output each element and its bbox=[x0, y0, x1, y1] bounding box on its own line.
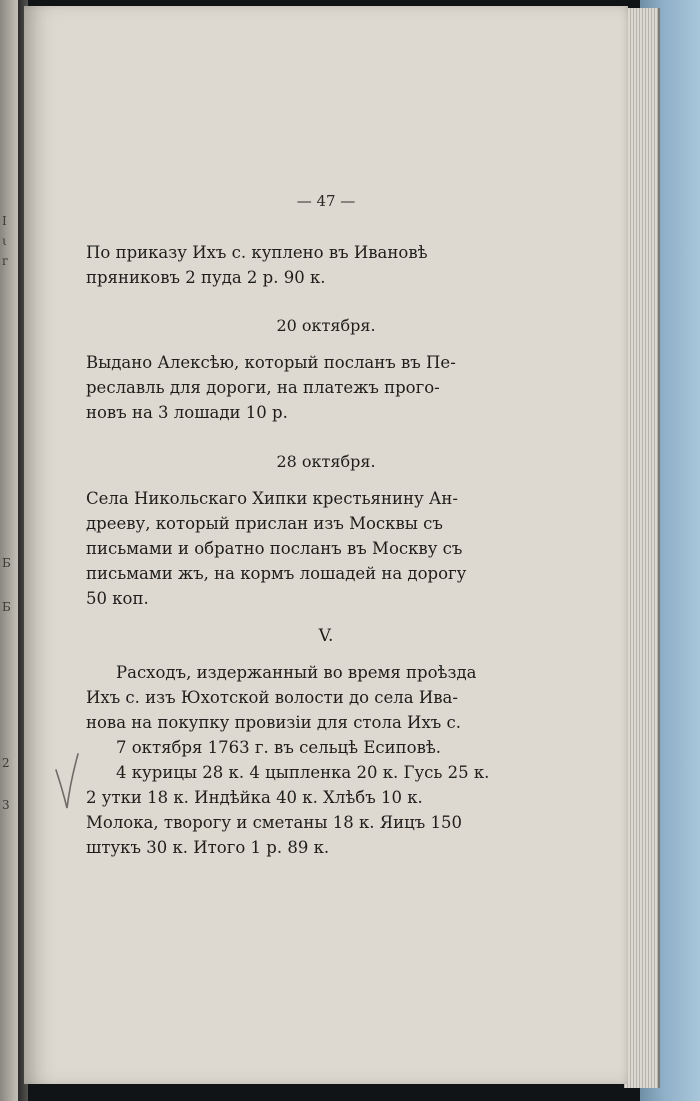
text-line: дрееву, который прислан изъ Москвы съ bbox=[86, 514, 443, 533]
text-line: новъ на 3 лошади 10 р. bbox=[86, 403, 288, 422]
text-line: письмами жъ, на кормъ лошадей на дорогу bbox=[86, 564, 467, 583]
section-numeral: V. bbox=[318, 626, 334, 646]
paragraph-expenses bbox=[86, 660, 568, 860]
text-line: Расходъ, издержанный во время проѣзда bbox=[116, 663, 477, 682]
date-heading: 20 октября. bbox=[276, 316, 376, 335]
text-line: По приказу Ихъ с. куплено въ Ивановѣ bbox=[86, 243, 428, 262]
page-number: — 47 — bbox=[296, 192, 356, 210]
text-line: пряниковъ 2 пуда 2 р. 90 к. bbox=[86, 268, 326, 287]
text-line: реславль для дороги, на платежъ прого- bbox=[86, 378, 440, 397]
left-page-fragment: Б bbox=[2, 556, 11, 570]
text-line: нова на покупку провизіи для стола Ихъ с. bbox=[86, 713, 461, 732]
paragraph-alexei bbox=[86, 350, 568, 425]
text-line: Ихъ с. изъ Юхотской волости до села Ива- bbox=[86, 688, 458, 707]
pencil-checkmark-icon bbox=[54, 752, 80, 812]
left-page-fragment: 3 bbox=[2, 798, 10, 812]
text-line: Села Никольскаго Хипки крестьянину Ан- bbox=[86, 489, 458, 508]
left-page-fragment: г bbox=[2, 254, 9, 268]
left-page-fragment: Б bbox=[2, 600, 11, 614]
text-line: Молока, творогу и сметаны 18 к. Яицъ 150 bbox=[86, 813, 462, 832]
left-page-fragment: ι bbox=[2, 234, 7, 248]
paragraph-peasant bbox=[86, 486, 568, 611]
page-edges bbox=[624, 8, 660, 1088]
text-line: 7 октября 1763 г. въ сельцѣ Есиповѣ. bbox=[116, 738, 442, 757]
text-line: Выдано Алексѣю, который посланъ въ Пе- bbox=[86, 353, 456, 372]
date-heading: 28 октября. bbox=[276, 452, 376, 471]
paragraph-purchase-gingerbread bbox=[86, 240, 568, 290]
left-page-fragment: 2 bbox=[2, 756, 10, 770]
text-line: штукъ 30 к. Итого 1 р. 89 к. bbox=[86, 838, 330, 857]
text-line: 2 утки 18 к. Индѣйка 40 к. Хлѣбъ 10 к. bbox=[86, 788, 423, 807]
book-page bbox=[24, 6, 628, 1084]
left-page-fragment: I bbox=[2, 214, 7, 228]
text-line: 4 курицы 28 к. 4 цыпленка 20 к. Гусь 25 к. bbox=[116, 763, 490, 782]
text-line: 50 коп. bbox=[86, 589, 149, 608]
text-line: письмами и обратно посланъ въ Москву съ bbox=[86, 539, 463, 558]
